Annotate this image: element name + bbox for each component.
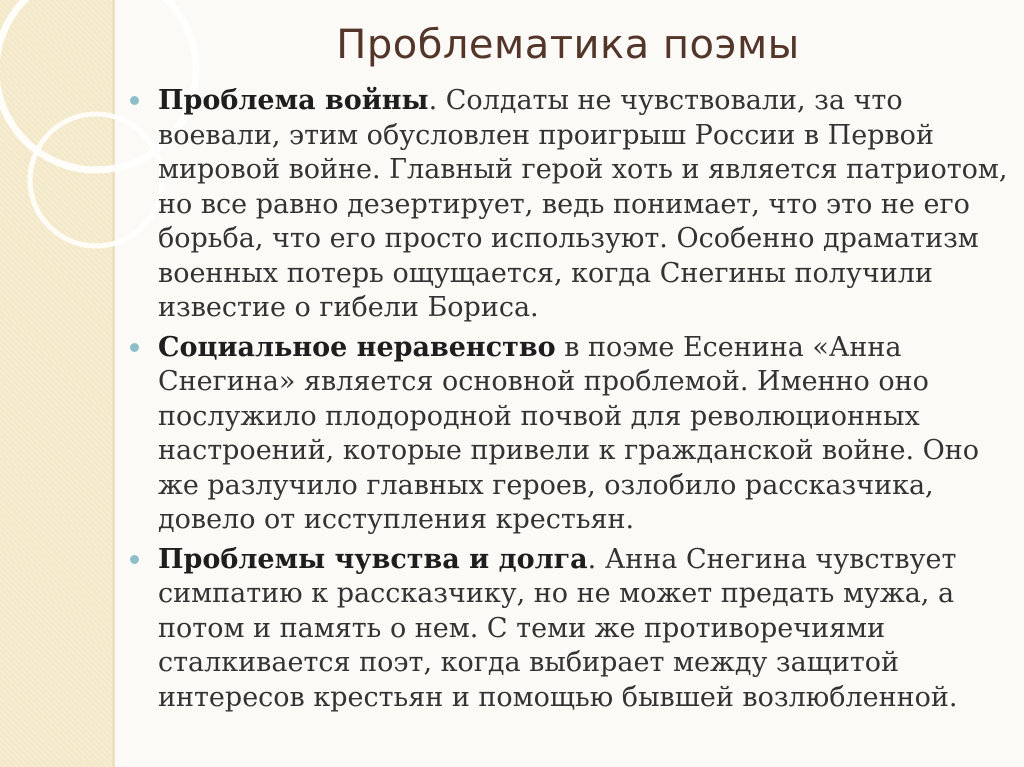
bullet-dot-icon [130,343,139,352]
bullet-heading: Проблемы чувства и долга [158,543,588,575]
bullet-text: . Солдаты не чувствовали, за что воевали, этим обусловлен проигрыш России в Первой мировой войне. Главный герой хоть и является патриотом, но все равно дезертирует, ведь понимает, что это не его борьба, что его просто используют. Особенно драматизм военных потерь ощущается, когда Снегины получили известие о гибели Бориса. [158,85,1008,323]
bullet-item-inequality [130,331,1016,538]
bullet-dot-icon [130,555,139,564]
bullet-text: в поэме Есенина «Анна Снегина» является основной проблемой. Именно оно послужило плодородной почвой для революционных настроений, которые привели к гражданской войне. Оно же разлучило главных героев, озлобило рассказчика, довело от исступления крестьян. [158,331,980,535]
bullet-dot-icon [130,96,139,105]
bullet-list [130,84,1016,720]
bullet-item-feeling-duty [130,543,1016,716]
bullet-item-war [130,84,1016,326]
bullet-text: . Анна Снегина чувствует симпатию к рассказчику, но не может предать мужа, а потом и память о нем. С теми же противоречиями сталкивается поэт, когда выбирает между защитой интересов крестьян и помощью бывшей возлюбленной. [158,543,958,713]
bullet-heading: Проблема войны [158,85,429,116]
bullet-heading: Социальное неравенство [158,331,556,363]
slide-title: Проблематика поэмы [336,22,800,68]
